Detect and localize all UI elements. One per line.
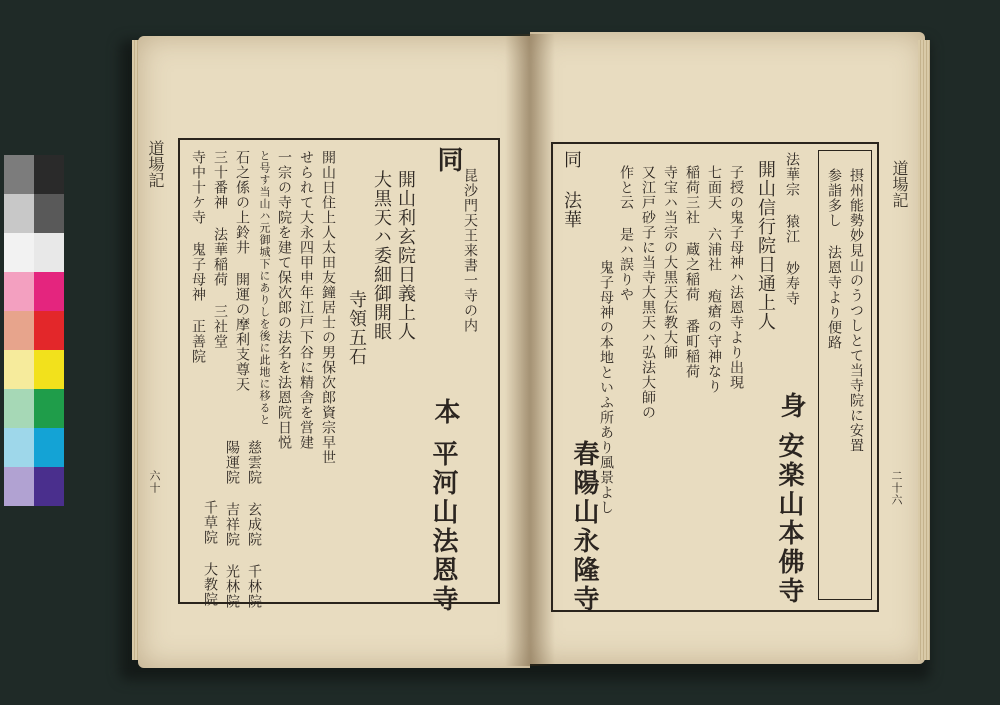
left-line-11: 慈雲院 玄成院 千林院 [246, 440, 262, 609]
right-line-5: 稲荷三社 蔵之稲荷 番町稲荷 [684, 165, 700, 379]
right-line-6: 寺宝ハ当宗の大黒天伝教大師 [662, 165, 678, 360]
left-line-4: 開山日住上人太田友鐘居士の男保次郎資宗早世 [320, 150, 336, 465]
left-page-number: 六十 [148, 470, 161, 494]
right-line-4: 七面天 六浦社 疱瘡の守神なり [706, 165, 722, 394]
right-line-9: 鬼子母神の本地といふ所あり風景よし [598, 260, 614, 515]
left-line-3: 寺領五石 [346, 290, 367, 366]
right-box-line-2: 参詣多し 法恩寺より便路 [826, 168, 842, 350]
right-temple2-name: 春陽山永隆寺 [569, 440, 599, 614]
left-temple-name: 平河山法恩寺 [428, 440, 458, 614]
left-line-13: 千草院 大教院 [202, 500, 218, 607]
right-temple-name: 安楽山本佛寺 [774, 432, 804, 606]
right-line-7: 又江戸砂子に当寺大黒天ハ弘法大師の [640, 165, 656, 420]
left-running-title: 道場記 [146, 140, 165, 188]
left-line-6: 一宗の寺院を建て保次郎の法名を法恩院日悦 [276, 150, 292, 450]
left-line-9: 三十番神 法華稲荷 三社堂 [212, 150, 228, 349]
left-line-2: 大黒天ハ委細御開眼 [371, 170, 392, 341]
left-line-10: 寺中十ケ寺 鬼子母神 正善院 [190, 150, 206, 364]
left-line-5: せられて大永四甲申年江戸下谷に精舎を営建 [298, 150, 314, 450]
left-corner-glyph: 同 [433, 146, 463, 175]
right-page-number: 二十六 [890, 470, 903, 506]
left-line-8: 石之係の上鈴井 開運の摩利支尊天 [234, 150, 250, 392]
right-corner-glyph: 同 法華 [561, 150, 582, 229]
right-line-8: 作と云 是ハ誤りや [618, 165, 634, 302]
left-line-7: と号す当山ハ元御城下にありしを後に此地に移ると [258, 150, 271, 426]
right-running-title: 道場記 [890, 160, 909, 208]
left-side-note: 昆沙門天王来書一寺の内 [462, 168, 478, 333]
right-page-edges [918, 40, 930, 660]
right-box-line-1: 摂州能勢妙見山のうつしとて当寺院に安置 [848, 168, 864, 453]
book-gutter [505, 34, 555, 666]
right-temple-mark: 身 [776, 392, 806, 421]
right-line-2: 開山信行院日通上人 [755, 160, 776, 331]
right-line-1: 法華宗 猿江 妙寿寺 [784, 152, 800, 306]
left-line-12: 陽運院 吉祥院 光林院 [224, 440, 240, 609]
right-line-3: 子授の鬼子母神ハ法恩寺より出現 [728, 165, 744, 390]
color-checker-strip [4, 155, 64, 510]
left-line-1: 開山利玄院日義上人 [395, 170, 416, 341]
left-temple-mark: 本 [430, 398, 460, 427]
